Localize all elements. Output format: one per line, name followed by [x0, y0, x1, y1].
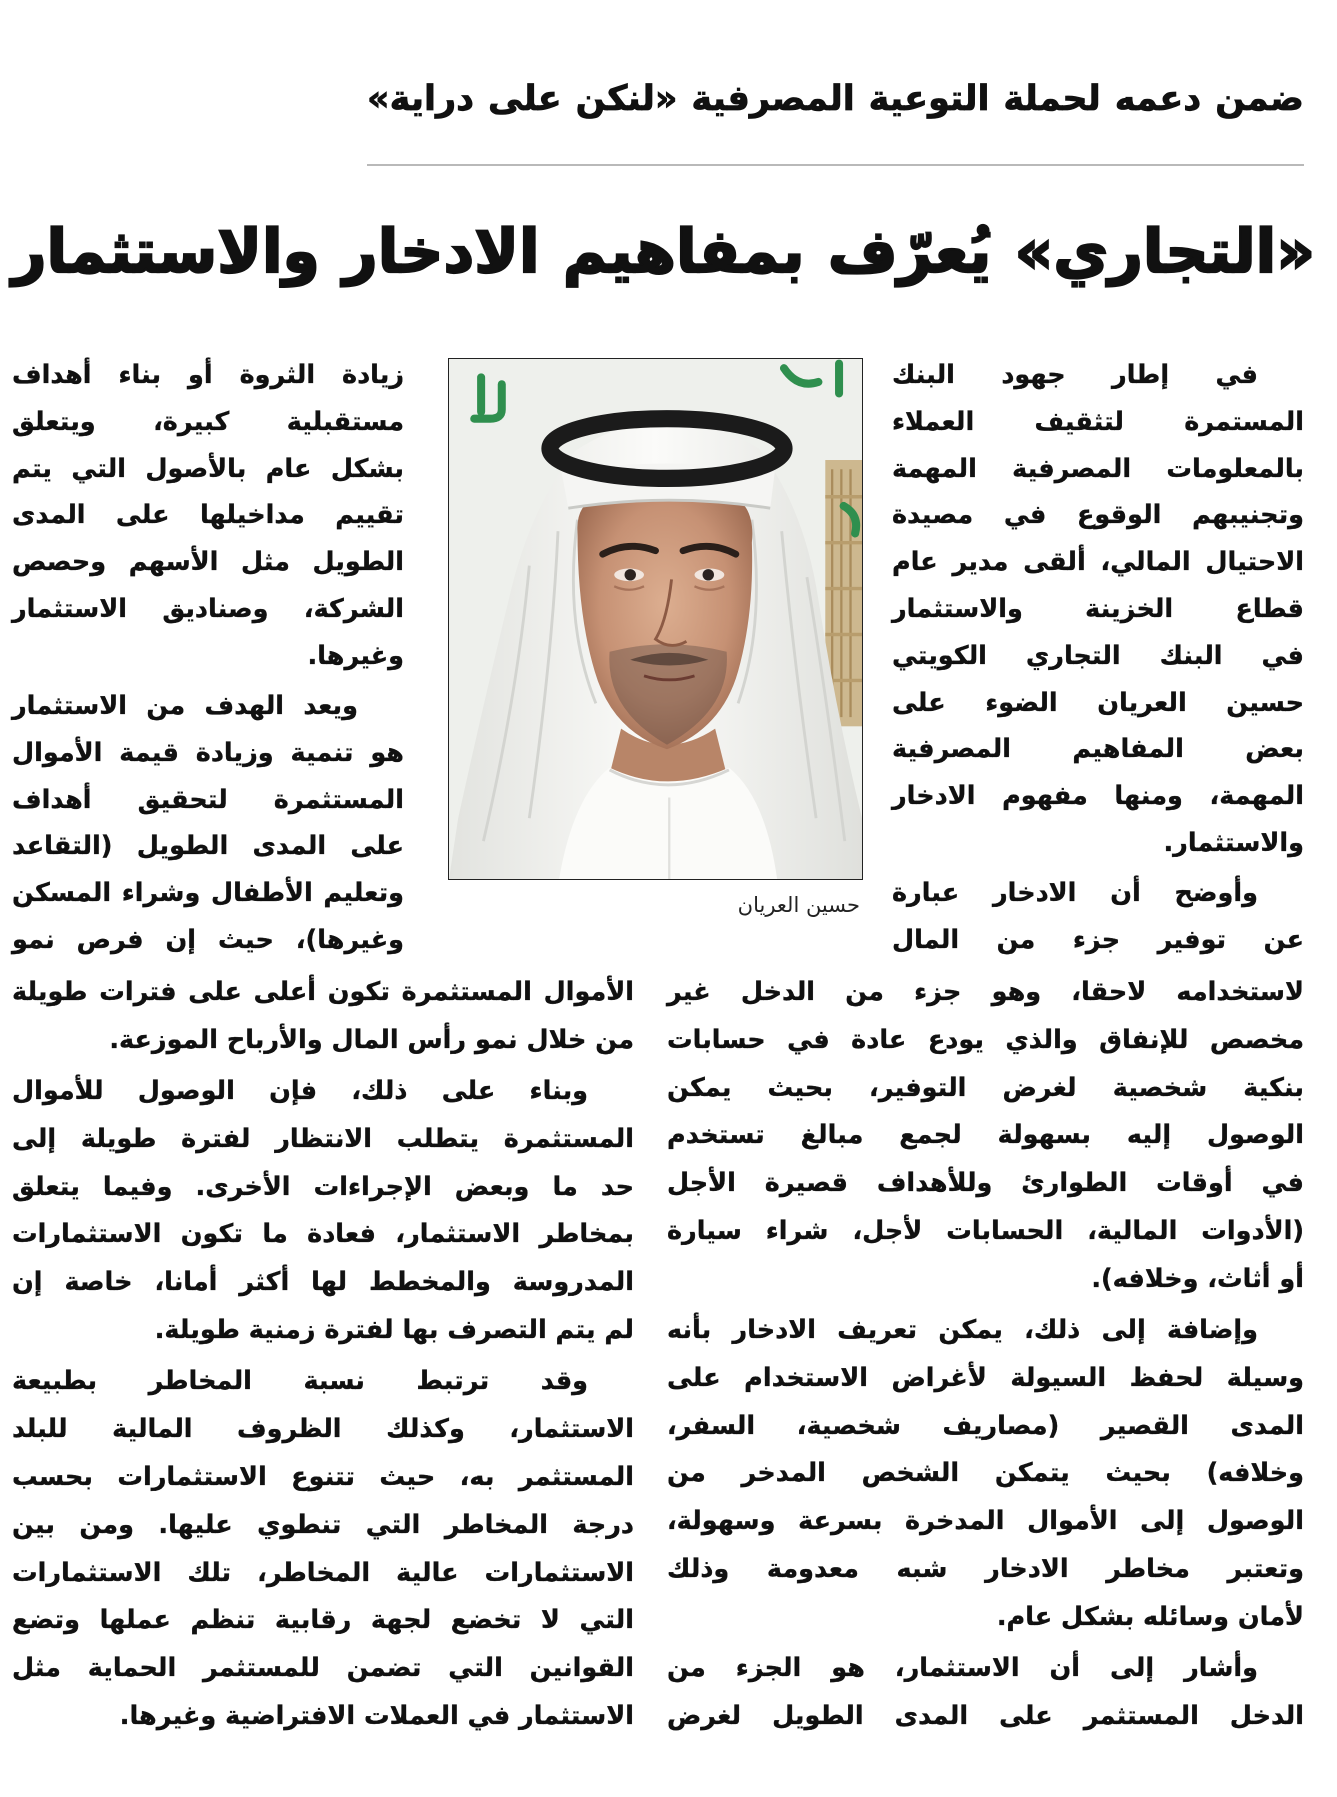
article-line: وغيرها.: [307, 640, 404, 671]
article-line: في أوقات الطوارئ وللأهداف قصيرة الأجل: [667, 1168, 1304, 1199]
article-line: وأشار إلى أن الاستثمار، هو الجزء من: [667, 1653, 1258, 1684]
article-line: وتجنيبهم الوقوع في مصيدة: [892, 500, 1304, 531]
right-column-upper: [892, 352, 1304, 964]
article-line: لم يتم التصرف بها لفترة زمنية طويلة.: [154, 1315, 634, 1346]
article-kicker: ضمن دعمه لحملة التوعية المصرفية «لنكن على دراية»: [367, 79, 1304, 119]
left-column-lower: [12, 969, 634, 1741]
article-line: لأمان وسائله بشكل عام.: [996, 1601, 1304, 1632]
article-line: قطاع الخزينة والاستثمار: [892, 593, 1304, 624]
article-line: الوصول إليه بسهولة لجمع مبالغ تستخدم: [667, 1120, 1304, 1151]
article-line: بمخاطر الاستثمار، فعادة ما تكون الاستثمارات: [12, 1219, 634, 1250]
portrait-illustration: [449, 359, 862, 879]
article-line: وقد ترتبط نسبة المخاطر بطبيعة: [12, 1366, 588, 1397]
article-line: مخصص للإنفاق والذي يودع عادة في حسابات: [667, 1024, 1304, 1055]
article-line: بنكية شخصية لغرض التوفير، بحيث يمكن: [667, 1072, 1304, 1103]
article-line: وتعليم الأطفال وشراء المسكن: [12, 878, 404, 909]
article-line: من خلال نمو رأس المال والأرباح الموزعة.: [109, 1024, 634, 1055]
article-line: بشكل عام بالأصول التي يتم: [12, 453, 404, 484]
article-line: الاستثمار في العملات الافتراضية وغيرها.: [119, 1700, 634, 1731]
right-column-lower: [667, 969, 1304, 1741]
left-column-upper: [12, 352, 404, 964]
article-line: أو أثاث، وخلافه).: [1091, 1263, 1304, 1294]
article-line: بالمعلومات المصرفية المهمة: [892, 453, 1304, 484]
article-line: الطويل مثل الأسهم وحصص: [12, 547, 404, 578]
article-line: المستثمر به، حيث تتنوع الاستثمارات بحسب: [12, 1461, 634, 1492]
article-line: الشركة، وصناديق الاستثمار: [12, 593, 404, 624]
article-line: الاستثمارات عالية المخاطر، تلك الاستثمارات: [12, 1557, 634, 1588]
article-line: درجة المخاطر التي تنطوي عليها. ومن بين: [12, 1509, 634, 1540]
article-line: التي لا تخضع لجهة رقابية تنظم عملها وتضع: [12, 1605, 634, 1636]
article-line: المستثمرة لتحقيق أهداف: [12, 784, 404, 815]
article-line: بعض المفاهيم المصرفية: [892, 734, 1304, 765]
article-line: وبناء على ذلك، فإن الوصول للأموال: [12, 1076, 588, 1107]
article-line: وإضافة إلى ذلك، يمكن تعريف الادخار بأنه: [667, 1315, 1258, 1346]
article-line: وتعتبر مخاطر الادخار شبه معدومة وذلك: [667, 1554, 1304, 1585]
article-line: زيادة الثروة أو بناء أهداف: [12, 360, 404, 390]
article-line: هو تنمية وزيادة قيمة الأموال: [12, 737, 404, 768]
article-line: وأوضح أن الادخار عبارة: [892, 878, 1258, 909]
article-line: الوصول إلى الأموال المدخرة بسرعة وسهولة،: [667, 1506, 1304, 1537]
article-line: المستثمرة يتطلب الانتظار لفترة طويلة إلى: [12, 1123, 634, 1154]
article-line: والاستثمار.: [1163, 827, 1304, 858]
article-line: الاحتيال المالي، ألقى مدير عام: [892, 547, 1304, 578]
article-line: على المدى الطويل (التقاعد: [12, 831, 404, 862]
article-line: (الأدوات المالية، الحسابات لأجل، شراء سيارة: [667, 1215, 1304, 1246]
article-line: في إطار جهود البنك: [892, 360, 1258, 390]
article-line: وسيلة لحفظ السيولة لأغراض الاستخدام على: [667, 1362, 1304, 1393]
article-line: وخلافه) بحيث يتمكن الشخص المدخر من: [667, 1458, 1304, 1489]
portrait-photo: [448, 358, 863, 880]
article-line: مستقبلية كبيرة، ويتعلق: [12, 406, 404, 437]
article-line: عن توفير جزء من المال: [892, 925, 1304, 956]
article-line: المدروسة والمخطط لها أكثر أمانا، خاصة إن: [12, 1267, 634, 1298]
article-line: حد ما وبعض الإجراءات الأخرى. وفيما يتعلق: [12, 1171, 634, 1202]
article-line: المستمرة لتثقيف العملاء: [892, 406, 1304, 437]
article-line: القوانين التي تضمن للمستثمر الحماية مثل: [12, 1653, 634, 1684]
article-line: في البنك التجاري الكويتي: [892, 640, 1304, 671]
article-line: الاستثمار، وكذلك الظروف المالية للبلد: [12, 1414, 634, 1445]
kicker-divider: [367, 164, 1304, 166]
article-line: حسين العريان الضوء على: [892, 687, 1304, 718]
article-line: الأموال المستثمرة تكون أعلى على فترات طويلة: [12, 977, 634, 1007]
article-line: لاستخدامه لاحقا، وهو جزء من الدخل غير: [667, 977, 1304, 1007]
article-line: المدى القصير (مصاريف شخصية، السفر،: [667, 1410, 1304, 1441]
photo-caption: حسين العريان: [737, 893, 860, 917]
article-line: تقييم مداخيلها على المدى: [12, 500, 404, 531]
article-line: الدخل المستثمر على المدى الطويل لغرض: [667, 1700, 1304, 1731]
article-line: ويعد الهدف من الاستثمار: [12, 691, 358, 722]
article-line: وغيرها)، حيث إن فرص نمو: [12, 925, 404, 956]
article-headline: «التجاري» يُعرّف بمفاهيم الادخار والاستثمار: [12, 217, 1315, 287]
article-line: المهمة، ومنها مفهوم الادخار: [892, 781, 1304, 812]
